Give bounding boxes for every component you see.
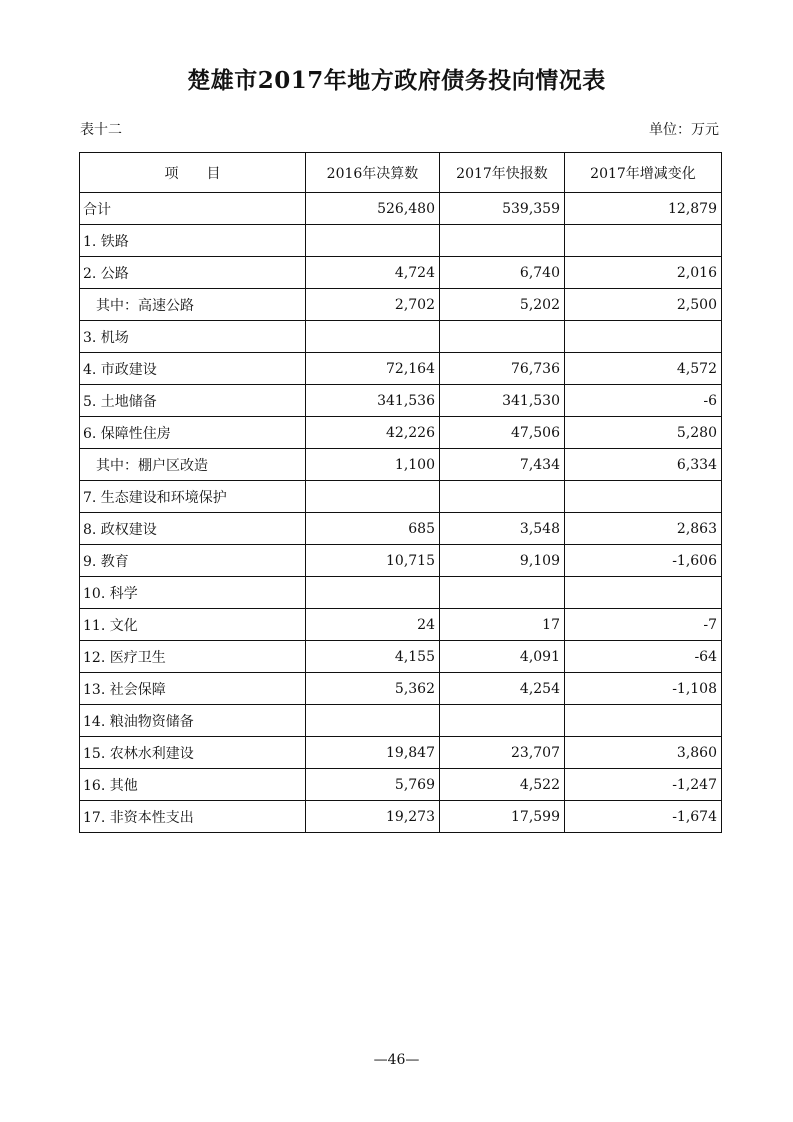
row-2016-value: 685 [306,513,440,545]
row-change-value: -7 [565,609,722,641]
row-2017-value [440,705,565,737]
table-header-row [80,153,722,193]
row-2017-value: 5,202 [440,289,565,321]
row-item-label: 12. 医疗卫生 [80,641,306,673]
row-item-label: 13. 社会保障 [80,673,306,705]
row-2017-value [440,321,565,353]
row-2017-value [440,577,565,609]
row-item-label: 2. 公路 [80,257,306,289]
row-item-label: 17. 非资本性支出 [80,801,306,833]
row-2017-value: 4,091 [440,641,565,673]
row-item-label: 其中：高速公路 [80,289,306,321]
table-row [80,801,722,833]
table-row [80,257,722,289]
row-item-label: 7. 生态建设和环境保护 [80,481,306,513]
row-2017-value: 17,599 [440,801,565,833]
table-row [80,353,722,385]
row-2017-value: 7,434 [440,449,565,481]
row-item-label: 其中：棚户区改造 [80,449,306,481]
debt-allocation-table [79,152,722,833]
row-2016-value [306,321,440,353]
row-2017-value: 76,736 [440,353,565,385]
row-item-label: 14. 粮油物资储备 [80,705,306,737]
row-change-value: -64 [565,641,722,673]
table-row [80,705,722,737]
row-change-value [565,321,722,353]
row-2017-value: 9,109 [440,545,565,577]
row-2016-value: 341,536 [306,385,440,417]
row-item-label: 15. 农林水利建设 [80,737,306,769]
header-2017-flash: 2017年快报数 [440,153,565,193]
row-change-value: 6,334 [565,449,722,481]
row-item-label: 5. 土地储备 [80,385,306,417]
table-code: 表十二 [80,122,122,138]
row-item-label: 9. 教育 [80,545,306,577]
row-change-value: 12,879 [565,193,722,225]
row-change-value: 5,280 [565,417,722,449]
row-change-value: 2,863 [565,513,722,545]
row-item-label: 11. 文化 [80,609,306,641]
row-item-label: 6. 保障性住房 [80,417,306,449]
page-number: —46— [373,1052,420,1068]
row-2017-value: 4,254 [440,673,565,705]
table-row [80,513,722,545]
row-2016-value: 10,715 [306,545,440,577]
row-2016-value: 5,362 [306,673,440,705]
row-change-value: 4,572 [565,353,722,385]
table-row [80,449,722,481]
row-2016-value: 526,480 [306,193,440,225]
row-2016-value: 19,847 [306,737,440,769]
row-2016-value: 24 [306,609,440,641]
table-row [80,225,722,257]
row-2016-value [306,481,440,513]
table-row [80,577,722,609]
row-item-label: 4. 市政建设 [80,353,306,385]
table-row [80,769,722,801]
row-2017-value [440,225,565,257]
row-item-label: 3. 机场 [80,321,306,353]
row-change-value: 3,860 [565,737,722,769]
row-2017-value: 6,740 [440,257,565,289]
row-change-value: 2,016 [565,257,722,289]
row-2017-value: 539,359 [440,193,565,225]
row-item-label: 8. 政权建设 [80,513,306,545]
table-row [80,417,722,449]
row-item-label: 1. 铁路 [80,225,306,257]
row-2016-value: 4,155 [306,641,440,673]
table-row [80,385,722,417]
row-2016-value: 1,100 [306,449,440,481]
row-2016-value: 19,273 [306,801,440,833]
row-item-label: 16. 其他 [80,769,306,801]
page-title: 楚雄市2017年地方政府债务投向情况表 [187,67,606,94]
table-row [80,481,722,513]
row-item-label: 合计 [80,193,306,225]
row-2017-value: 3,548 [440,513,565,545]
row-change-value: 2,500 [565,289,722,321]
row-2017-value: 47,506 [440,417,565,449]
table-row [80,737,722,769]
row-2016-value: 42,226 [306,417,440,449]
row-change-value: -1,674 [565,801,722,833]
row-2017-value: 23,707 [440,737,565,769]
table-row [80,321,722,353]
row-change-value [565,225,722,257]
table-row [80,545,722,577]
row-2017-value: 341,530 [440,385,565,417]
row-2016-value [306,225,440,257]
table-row [80,641,722,673]
row-2016-value: 5,769 [306,769,440,801]
table-row [80,193,722,225]
header-item: 项 目 [80,153,306,193]
table-row [80,289,722,321]
row-2017-value: 4,522 [440,769,565,801]
header-2017-change: 2017年增减变化 [565,153,722,193]
row-2016-value [306,577,440,609]
row-2017-value: 17 [440,609,565,641]
table-row [80,673,722,705]
row-2016-value: 72,164 [306,353,440,385]
row-change-value [565,705,722,737]
header-2016-final: 2016年决算数 [306,153,440,193]
row-change-value: -1,247 [565,769,722,801]
row-2016-value: 2,702 [306,289,440,321]
row-change-value: -1,606 [565,545,722,577]
row-change-value [565,481,722,513]
row-2016-value: 4,724 [306,257,440,289]
unit-label: 单位：万元 [649,122,719,138]
row-2017-value [440,481,565,513]
table-body [80,193,722,833]
row-change-value: -6 [565,385,722,417]
row-2016-value [306,705,440,737]
row-change-value [565,577,722,609]
row-change-value: -1,108 [565,673,722,705]
table-row [80,609,722,641]
row-item-label: 10. 科学 [80,577,306,609]
